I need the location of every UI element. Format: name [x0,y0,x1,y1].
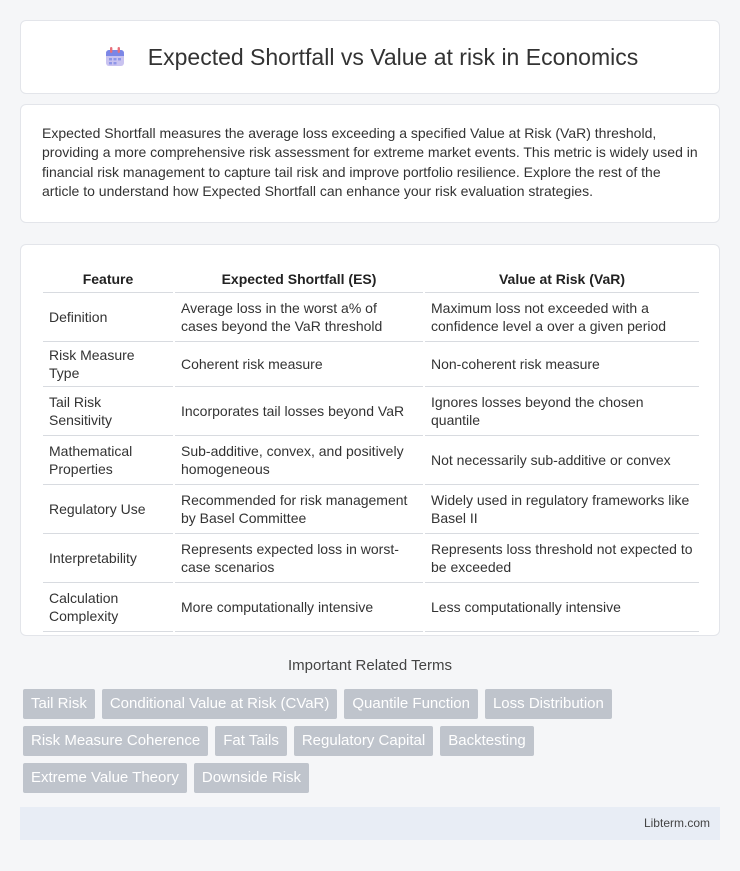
feature-cell: Mathematical Properties [43,435,174,484]
tag-backtesting[interactable]: Backtesting [440,726,534,756]
table-row [43,292,699,341]
es-cell: Average loss in the worst a% of cases beyond the VaR threshold [174,292,424,341]
feature-cell: Calculation Complexity [43,582,174,631]
feature-cell: Definition [43,292,174,341]
var-cell: Non-coherent risk measure [424,341,699,386]
comparison-card [20,244,720,636]
es-cell: Recommended for risk management by Basel Committee [174,484,424,533]
intro-card [20,104,720,223]
related-terms-title: Important Related Terms [288,657,452,674]
tag-risk-measure-coherence[interactable]: Risk Measure Coherence [23,726,208,756]
feature-cell: Interpretability [43,533,174,582]
table-row [43,341,699,386]
var-cell: Maximum loss not exceeded with a confidence level a over a given period [424,292,699,341]
var-cell: Less computationally intensive [424,582,699,631]
tag-tail-risk[interactable]: Tail Risk [23,689,95,719]
tag-loss-distribution[interactable]: Loss Distribution [485,689,612,719]
feature-cell: Regulatory Use [43,484,174,533]
tag-regulatory-capital[interactable]: Regulatory Capital [294,726,433,756]
tag-extreme-value-theory[interactable]: Extreme Value Theory [23,763,187,793]
tag-fat-tails[interactable]: Fat Tails [215,726,287,756]
table-row [43,435,699,484]
table-row [43,386,699,435]
es-cell: Sub-additive, convex, and positively homogeneous [174,435,424,484]
es-cell: More computationally intensive [174,582,424,631]
header-var: Value at Risk (VaR) [424,265,699,292]
feature-cell: Tail Risk Sensitivity [43,386,174,435]
intro-text: Expected Shortfall measures the average loss exceeding a specified Value at Risk (VaR) threshold, providing a more comprehensive risk assessment for extreme market events. This metric is widely used in financial risk management to capture tail risk and improve portfolio resilience. Explore the rest of the article to understand how Expected Shortfall can enhance your risk evaluation strategies. [42,125,698,200]
feature-cell: Risk Measure Type [43,341,174,386]
var-cell: Ignores losses beyond the chosen quantile [424,386,699,435]
tag-downside-risk[interactable]: Downside Risk [194,763,309,793]
table-row [43,582,699,631]
es-cell: Coherent risk measure [174,341,424,386]
tag-cvar[interactable]: Conditional Value at Risk (CVaR) [102,689,338,719]
es-cell: Incorporates tail losses beyond VaR [174,386,424,435]
var-cell: Represents loss threshold not expected to be exceeded [424,533,699,582]
page-title: Expected Shortfall vs Value at risk in Economics [147,43,639,70]
related-terms-tags [23,689,723,800]
header-es: Expected Shortfall (ES) [174,265,424,292]
footer [20,807,720,840]
calendar-icon [102,44,128,70]
comparison-table [43,265,699,632]
title-card [20,20,720,94]
var-cell: Not necessarily sub-additive or convex [424,435,699,484]
es-cell: Represents expected loss in worst-case scenarios [174,533,424,582]
tag-quantile-function[interactable]: Quantile Function [344,689,478,719]
var-cell: Widely used in regulatory frameworks like Basel II [424,484,699,533]
table-row [43,533,699,582]
header-feature: Feature [43,265,174,292]
table-row [43,484,699,533]
footer-site-link[interactable]: Libterm.com [643,816,710,830]
